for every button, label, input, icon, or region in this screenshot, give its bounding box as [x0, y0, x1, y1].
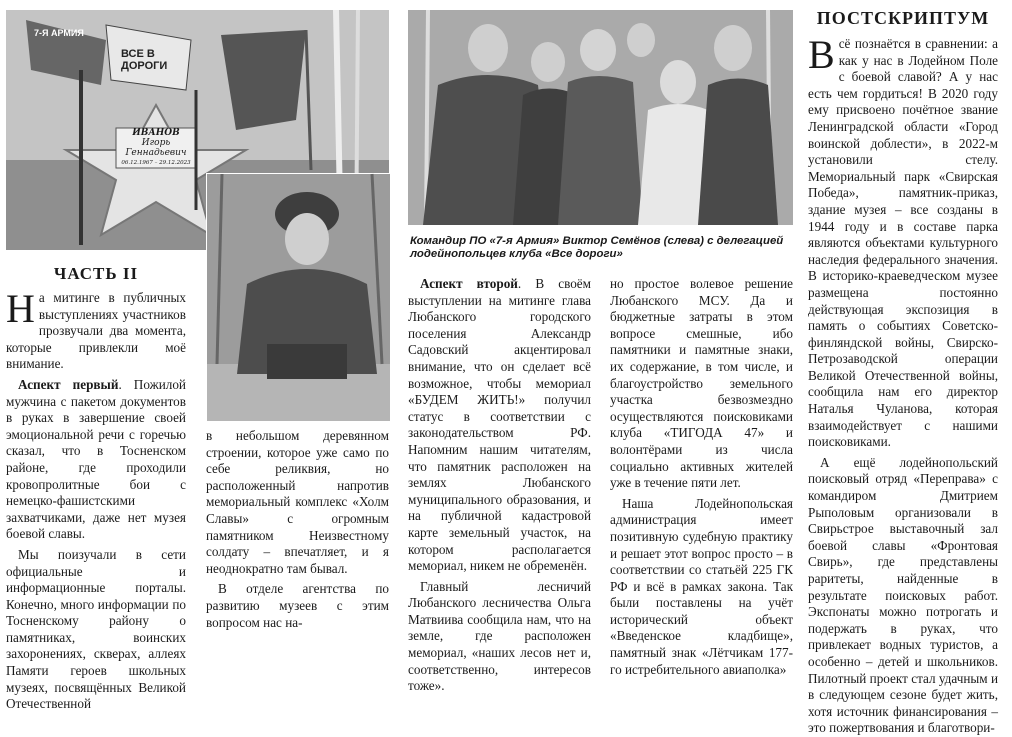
flag-mid-text: ВСЕ В ДОРОГИ — [121, 48, 168, 72]
col1-intro: а митинге в публичных выступлениях участников прозвучали два момента, которые привлекли моё внимание. — [6, 290, 186, 372]
soldier-portrait-photo — [206, 173, 391, 422]
plaque-patronymic: Геннадьевич — [125, 148, 187, 158]
part-heading: ЧАСТЬ II — [53, 264, 139, 283]
aspect2-text: . В своём выступлении на митинге глава Любанского городского поселения Александр Садовский акцентировал внимание, что он сделает всё возможное, чтобы мемориал «БУДЕМ ЖИТЬ!» получил статус в соответствии с законодательством РФ. Напомним нашим читателям, что памятник расположен на землях Любанского муниципального образования, и на публичной кадастровой карте земельный участок, на котором располагается мемориал, никем не обременён. — [408, 276, 591, 574]
col5-para2: А ещё лодейнопольский поисковый отряд «Переправа» с командиром Дмитрием Рыполовым организовали в Свирьстрое выставочный зал боевой славы «Фронтовая Свирь», где представлены раритеты, найденные в результате поисковых работ. Экспонаты можно потрогать и подержать в руках, что привлекает водных туристов, а особенно – детей и школьников. Пилотный проект стал удачным и в следующем сезоне будет жить, хотя источник финансирования – это пожертвования и благотвори- — [808, 454, 998, 736]
group-photo-caption: Командир ПО «7-я Армия» Виктор Семёнов (слева) с делегацией лодейнопольцев клуба «Все дороги» — [410, 235, 784, 260]
column-4 — [610, 276, 793, 677]
plaque-first: Игорь — [141, 138, 171, 148]
group-photo — [408, 10, 793, 225]
col4-para1: но простое волевое решение Любанского МСУ. Да и бюджетные затраты в этом вопросе смешные, ибо памятники и памятные знаки, их содержание, в том числе, и благоустройство земельного участка безвозмездно осуществляются поисковиками клуба «ТИГОДА 47» и волонтёрами из числа социально активных жителей уже в течение пяти лет. — [610, 276, 793, 491]
col5-para1: сё познаётся в сравнении: а как у нас в Лодейном Поле с боевой славой? А у нас есть чем гордиться! В 2020 году ему присвоено почётное звание Ленинградской области «Город воинской доблести», в 2022-м установили стелу. Мемориальный парк «Свирская Победа», памятник-приказ, здание музея – все созданы в 1944 году и в составе парка являются объектами культурного наследия федерального значения. В историко-краеведческом музее размещена постоянно действующая экспозиция в память о событиях Советско-финляндской войны, Свирско-Петрозаводской операции Великой Отечественной войны, сообщила нам его директор Наталья Чуланова, которая взаимодействует с нашими поисковиками. — [808, 36, 998, 450]
postscript-heading: ПОСТСКРИПТУМ — [816, 8, 990, 28]
col4-para2: Наша Лодейнопольская администрация имеет позитивную судебную практику и решает этот вопрос просто – в соответствии со статьёй 225 ГК РФ и всё в рамках закона. Так были поставлены на учёт исторический объект «Введенское кладбище», памятный знак «Лётчикам 177-го истребительного авиаполка» — [610, 495, 793, 677]
col1-para2: Мы поизучали в сети официальные и информационные порталы. Конечно, много информации по Тосненскому району о памятниках, воинских захоронениях, скверах, аллеях Памяти героев школьных музеях, посвящённых Великой Отечественной — [6, 546, 186, 712]
col3-para2: Главный лесничий Любанского лесничества Ольга Матвиива сообщила нам, что на земле, где расположен мемориал, «наших лесов нет и, соответственно, интересов тоже». — [408, 578, 591, 694]
plaque-dates: 06.12.1967 – 29.12.2023 — [121, 160, 191, 166]
column-1 — [6, 286, 186, 712]
column-2 — [206, 428, 389, 630]
dropcap-n: Н — [6, 286, 35, 331]
column-3 — [408, 276, 591, 694]
col2-para1: в небольшом деревянном строении, которое уже само по себе реликвия, но расположенный напротив мемориальный комплекс «Холм Славы» с огромным памятником Неизвестному солдату – впечатляет, и я неоднократно там бывал. — [206, 428, 389, 576]
plaque-name: ИВАНОВ — [132, 128, 180, 138]
dropcap-v: В — [808, 32, 835, 77]
aspect1-text: . Пожилой мужчина с пакетом документов в руках в завершение своей эмоциональной речи с горечью сказал, что в Тосненском районе, где проходили кровопролитные бои с немецко-фашистскими захватчиками, даже нет музея боевой славы. — [6, 376, 186, 542]
aspect2-label: Аспект второй — [420, 276, 518, 291]
column-5 — [808, 32, 998, 736]
flag-top-text: 7-Я АРМИЯ — [34, 28, 84, 38]
aspect1-label: Аспект первый — [18, 376, 119, 392]
col2-para2: В отделе агентства по развитию музеев с этим вопросом нас на- — [206, 581, 389, 630]
